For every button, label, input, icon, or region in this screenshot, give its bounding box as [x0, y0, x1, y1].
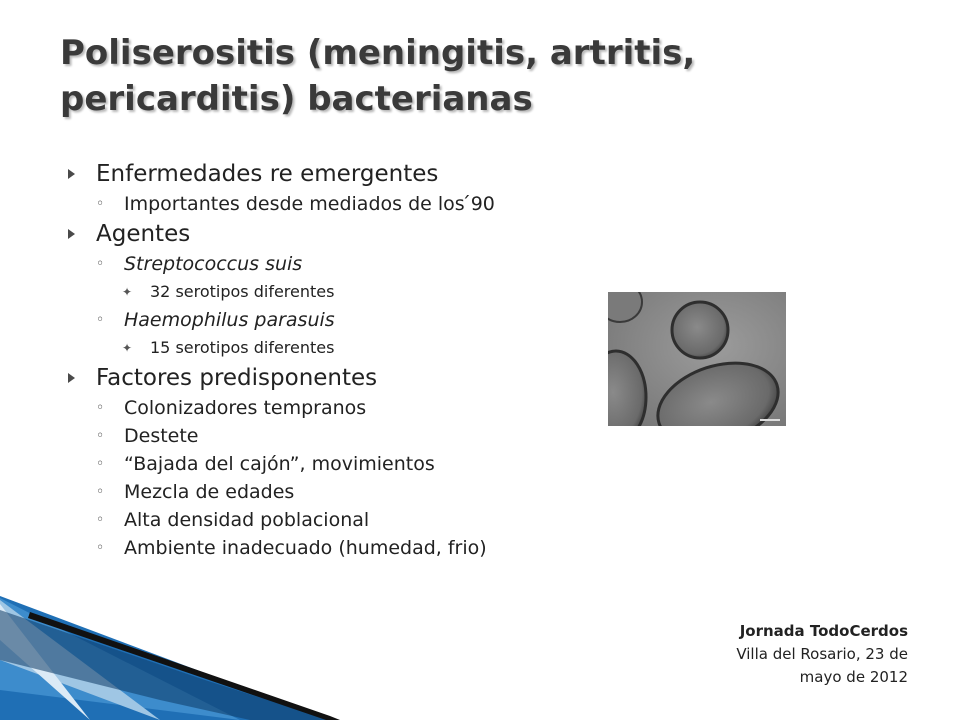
ring-bullet-icon: ◦	[96, 456, 105, 472]
ring-bullet-icon: ◦	[96, 512, 105, 528]
bullet-text: Colonizadores tempranos	[124, 397, 367, 419]
footer-place: Villa del Rosario, 23 de	[736, 645, 908, 663]
micrograph-image	[608, 292, 786, 426]
bullet-enfermedades	[68, 158, 716, 190]
bullet-text: Streptococcus suis	[124, 253, 303, 275]
bullet-text: Agentes	[96, 221, 191, 247]
footer-date: mayo de 2012	[799, 668, 908, 686]
ring-bullet-icon: ◦	[96, 196, 105, 212]
bullet-text: 32 serotipos diferentes	[150, 282, 335, 301]
bullet-agentes	[68, 218, 716, 250]
sub-bullet-ambiente	[96, 534, 716, 562]
ring-bullet-icon: ◦	[96, 428, 105, 444]
sub-bullet-mezcla	[96, 478, 716, 506]
footer-event: Jornada TodoCerdos	[739, 622, 908, 640]
bullet-text: Enfermedades re emergentes	[96, 161, 439, 187]
bullet-text: 15 serotipos diferentes	[150, 338, 335, 357]
ring-bullet-icon: ◦	[96, 256, 105, 272]
bullet-text: “Bajada del cajón”, movimientos	[124, 453, 435, 475]
ring-bullet-icon: ◦	[96, 540, 105, 556]
ring-bullet-icon: ◦	[96, 400, 105, 416]
slide-title	[60, 30, 920, 122]
sub-bullet-bajada	[96, 450, 716, 478]
bullet-text: Haemophilus parasuis	[124, 309, 335, 331]
slide-title-line-2: pericarditis) bacterianas	[60, 79, 533, 119]
bullet-text: Factores predisponentes	[96, 365, 378, 391]
sub-bullet-importantes	[96, 190, 716, 218]
triangle-right-icon	[68, 169, 75, 179]
sub-bullet-densidad	[96, 506, 716, 534]
triangle-right-icon	[68, 229, 75, 239]
ring-bullet-icon: ◦	[96, 484, 105, 500]
bullet-text: Mezcla de edades	[124, 481, 295, 503]
bullet-text: Ambiente inadecuado (humedad, frio)	[124, 537, 487, 559]
bullet-text: Destete	[124, 425, 199, 447]
ring-bullet-icon: ◦	[96, 312, 105, 328]
triangle-right-icon	[68, 373, 75, 383]
diamond-bullet-icon: ✦	[122, 341, 133, 355]
sub-bullet-destete	[96, 422, 716, 450]
bullet-text: Alta densidad poblacional	[124, 509, 370, 531]
diamond-bullet-icon: ✦	[122, 285, 133, 299]
sub-bullet-streptococcus	[96, 250, 716, 278]
footer-credits	[736, 620, 908, 689]
bullet-text: Importantes desde mediados de los ́90	[124, 193, 495, 215]
slide-title-line-1: Poliserositis (meningitis, artritis,	[60, 33, 696, 73]
